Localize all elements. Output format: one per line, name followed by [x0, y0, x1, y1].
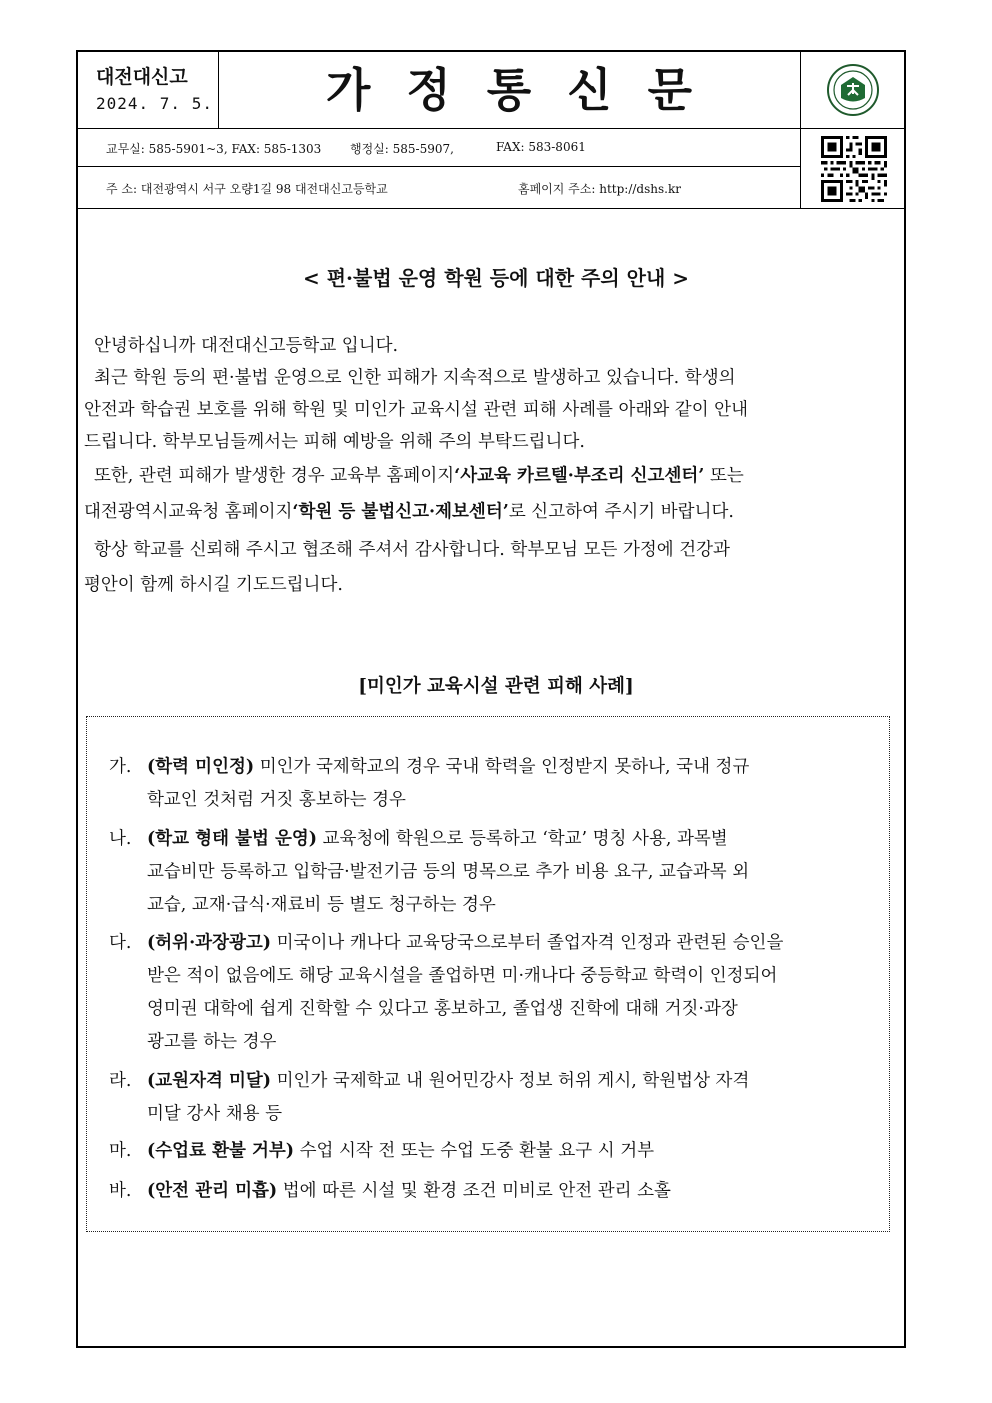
case-line: 교육청에 학원으로 등록하고 ‘학교’ 명칭 사용, 과목별 — [317, 829, 728, 849]
case-heading: (교원자격 미달) — [147, 1071, 272, 1091]
case-label: 마. — [109, 1141, 132, 1161]
case-heading: (수업료 환불 거부) — [147, 1141, 295, 1161]
document-title: 가정통신문 — [325, 63, 729, 117]
school-name: 대전대신고 — [96, 66, 188, 88]
case-line: 받은 적이 없음에도 해당 교육시설을 졸업하면 미·캐나다 중등학교 학력이 인정되어 — [147, 966, 778, 986]
school-emblem-icon — [827, 64, 879, 116]
case-line: 미인가 국제학교 내 원어민강사 정보 허위 게시, 학원법상 자격 — [271, 1071, 750, 1091]
homepage-address: 홈페이지 주소: http://dshs.kr — [518, 182, 681, 196]
qr-code-icon — [817, 136, 891, 202]
cases-box — [86, 716, 890, 1232]
case-line: 법에 따른 시설 및 환경 조건 미비로 안전 관리 소홀 — [277, 1181, 671, 1201]
school-address: 주 소: 대전광역시 서구 오량1길 98 대전대신고등학교 — [106, 182, 388, 196]
case-label: 라. — [109, 1071, 132, 1091]
header-divider — [78, 208, 904, 209]
case-label: 바. — [109, 1181, 132, 1201]
contact-info-row — [78, 128, 800, 167]
report-line-2 — [84, 494, 902, 530]
case-line: 학교인 것처럼 거짓 홍보하는 경우 — [147, 790, 406, 810]
report-text: 또는 — [704, 466, 744, 486]
case-text — [147, 823, 883, 922]
greeting-line: 안녕하십니까 대전대신고등학교 입니다. — [94, 336, 399, 356]
issue-date: 2024. 7. 5. — [96, 94, 213, 113]
case-line: 영미권 대학에 쉽게 진학할 수 있다고 홍보하고, 졸업생 진학에 대해 거짓·과장 — [147, 999, 738, 1019]
case-text — [147, 751, 883, 817]
report-text: 또한, 관련 피해가 발생한 경우 교육부 홈페이지 — [94, 466, 455, 486]
case-text — [147, 1175, 883, 1208]
notice-body — [84, 330, 902, 600]
contact-admin: 행정실: 585-5907, — [350, 142, 454, 156]
case-line: 미인가 국제학교의 경우 국내 학력을 인정받지 못하나, 국내 정규 — [254, 757, 750, 777]
header-top-row — [78, 52, 904, 129]
contact-admin-fax: FAX: 583-8061 — [496, 140, 586, 154]
notice-title: < 편·불법 운영 학원 등에 대한 주의 안내 > — [303, 266, 689, 290]
closing-line: 항상 학교를 신뢰해 주시고 협조해 주셔서 감사합니다. 학부모님 모든 가정에 건강과 — [94, 540, 730, 560]
case-heading: (학교 형태 불법 운영) — [147, 829, 318, 849]
case-heading: (학력 미인정) — [147, 757, 255, 777]
case-line: 미국이나 캐나다 교육당국으로부터 졸업자격 인정과 관련된 승인을 — [271, 933, 784, 953]
report-center-ministry: ‘사교육 카르텔·부조리 신고센터’ — [454, 466, 705, 486]
report-text: 로 신고하여 주시기 바랍니다. — [508, 502, 734, 522]
case-text — [147, 1135, 883, 1168]
closing-line: 평안이 함께 하시길 기도드립니다. — [84, 575, 343, 595]
school-date-cell — [78, 52, 219, 128]
body-line: 최근 학원 등의 편·불법 운영으로 인한 피해가 지속적으로 발생하고 있습니다. 학생의 — [94, 368, 736, 388]
header-logo-cell — [800, 52, 905, 208]
case-line: 교습비만 등록하고 입학금·발전기금 등의 명목으로 추가 비용 요구, 교습과목 외 — [147, 862, 750, 882]
case-text — [147, 927, 883, 1059]
case-heading: (허위·과장광고) — [147, 933, 272, 953]
case-line: 광고를 하는 경우 — [147, 1032, 277, 1052]
case-label: 다. — [109, 933, 132, 953]
cases-title: [미인가 교육시설 관련 피해 사례] — [358, 676, 634, 697]
case-text — [147, 1065, 883, 1131]
body-line: 드립니다. 학부모님들께서는 피해 예방을 위해 주의 부탁드립니다. — [84, 432, 585, 452]
case-line: 미달 강사 채용 등 — [147, 1104, 283, 1124]
contact-academic: 교무실: 585-5901~3, FAX: 585-1303 — [106, 142, 322, 156]
body-line: 안전과 학습권 보호를 위해 학원 및 미인가 교육시설 관련 피해 사례를 아래와 같이 안내 — [84, 400, 748, 420]
case-label: 나. — [109, 829, 132, 849]
report-text: 대전광역시교육청 홈페이지 — [84, 502, 293, 522]
address-row — [78, 166, 800, 208]
report-center-office: ‘학원 등 불법신고·제보센터’ — [292, 502, 509, 522]
report-line-1 — [84, 458, 902, 494]
case-line: 교습, 교재·급식·재료비 등 별도 청구하는 경우 — [147, 895, 496, 915]
case-line: 수업 시작 전 또는 수업 도중 환불 요구 시 거부 — [294, 1141, 655, 1161]
case-heading: (안전 관리 미흡) — [147, 1181, 278, 1201]
case-label: 가. — [109, 757, 132, 777]
